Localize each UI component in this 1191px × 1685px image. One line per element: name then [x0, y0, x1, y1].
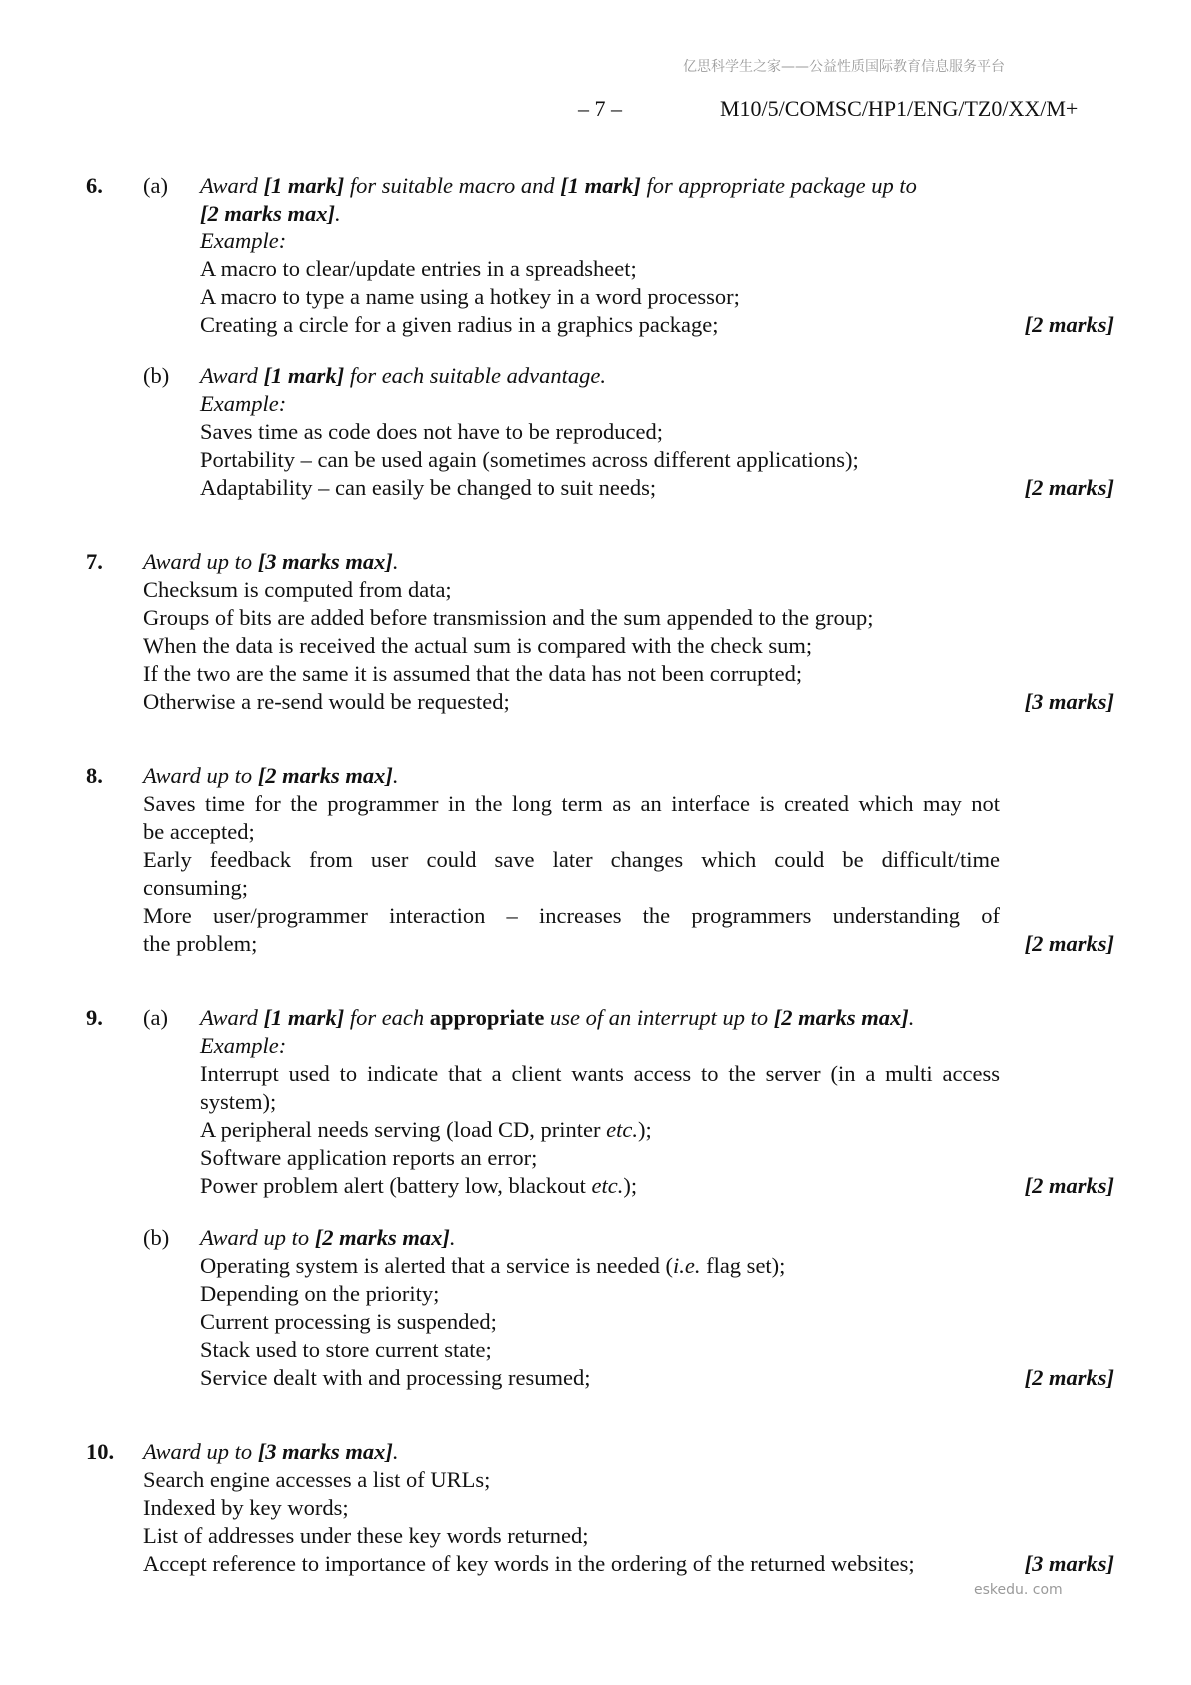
question-9b-line: Stack used to store current state;: [200, 1337, 492, 1362]
question-6-number: 6.: [86, 173, 103, 198]
question-8-number: 8.: [86, 763, 103, 788]
question-7-line: If the two are the same it is assumed that the data has not been corrupted;: [143, 661, 803, 686]
question-9a-line: Interrupt used to indicate that a client wants access to the server (in a multi access: [200, 1061, 1000, 1086]
question-9a-label: (a): [143, 1005, 168, 1030]
question-9b-line: Current processing is suspended;: [200, 1309, 497, 1334]
question-9a-line: system);: [200, 1089, 277, 1114]
question-10-line: Indexed by key words;: [143, 1495, 349, 1520]
question-9-number: 9.: [86, 1005, 103, 1030]
watermark-bottom: eskedu. com: [974, 1582, 1063, 1598]
question-7-marks: [3 marks]: [1024, 689, 1114, 714]
question-6a-marks: [2 marks]: [1024, 312, 1114, 337]
question-9b-line: Service dealt with and processing resumed;: [200, 1365, 591, 1390]
question-6a-line: Creating a circle for a given radius in a graphics package;: [200, 312, 719, 337]
question-6b-marks: [2 marks]: [1024, 475, 1114, 500]
question-7-line: Otherwise a re-send would be requested;: [143, 689, 510, 714]
question-7-number: 7.: [86, 549, 103, 574]
question-6b-label: (b): [143, 363, 170, 388]
question-8-line: be accepted;: [143, 819, 255, 844]
question-9a-line: A peripheral needs serving (load CD, printer etc.);: [200, 1117, 652, 1142]
question-6a-example-label: Example:: [200, 228, 287, 253]
question-7-award: Award up to [3 marks max].: [143, 549, 399, 574]
question-7-line: Groups of bits are added before transmission and the sum appended to the group;: [143, 605, 874, 630]
document-code: M10/5/COMSC/HP1/ENG/TZ0/XX/M+: [720, 96, 1079, 121]
watermark-top: 亿思科学生之家——公益性质国际教育信息服务平台: [683, 59, 1005, 75]
question-10-marks: [3 marks]: [1024, 1551, 1114, 1576]
question-9a-award: Award [1 mark] for each appropriate use of an interrupt up to [2 marks max].: [200, 1005, 915, 1030]
question-9b-award: Award up to [2 marks max].: [200, 1225, 456, 1250]
question-10-line: List of addresses under these key words returned;: [143, 1523, 589, 1548]
question-6b-example-label: Example:: [200, 391, 287, 416]
question-8-line: Early feedback from user could save later changes which could be difficult/time: [143, 847, 1000, 872]
question-6b-line: Adaptability – can easily be changed to suit needs;: [200, 475, 657, 500]
question-8-award: Award up to [2 marks max].: [143, 763, 399, 788]
question-6b-line: Saves time as code does not have to be reproduced;: [200, 419, 663, 444]
question-8-marks: [2 marks]: [1024, 931, 1114, 956]
question-6a-award: Award [1 mark] for suitable macro and [1 mark] for appropriate package up to: [200, 173, 917, 198]
question-7-line: Checksum is computed from data;: [143, 577, 452, 602]
question-9a-marks: [2 marks]: [1024, 1173, 1114, 1198]
question-9a-example-label: Example:: [200, 1033, 287, 1058]
question-9b-label: (b): [143, 1225, 170, 1250]
question-10-line: Accept reference to importance of key words in the ordering of the returned websites;: [143, 1551, 915, 1576]
question-6a-line: A macro to clear/update entries in a spreadsheet;: [200, 256, 637, 281]
question-10-number: 10.: [86, 1439, 115, 1464]
question-7-line: When the data is received the actual sum is compared with the check sum;: [143, 633, 813, 658]
question-10-award: Award up to [3 marks max].: [143, 1439, 399, 1464]
question-10-line: Search engine accesses a list of URLs;: [143, 1467, 491, 1492]
question-6a-line: A macro to type a name using a hotkey in a word processor;: [200, 284, 740, 309]
question-6a-label: (a): [143, 173, 168, 198]
page-number: – 7 –: [578, 96, 622, 121]
question-6b-award: Award [1 mark] for each suitable advantage.: [200, 363, 607, 388]
question-8-line: consuming;: [143, 875, 248, 900]
question-9b-line: Operating system is alerted that a service is needed (i.e. flag set);: [200, 1253, 786, 1278]
question-8-line: More user/programmer interaction – increases the programmers understanding of: [143, 903, 1000, 928]
question-6b-line: Portability – can be used again (sometimes across different applications);: [200, 447, 859, 472]
question-9a-line: Power problem alert (battery low, blackout etc.);: [200, 1173, 638, 1198]
question-8-line: the problem;: [143, 931, 258, 956]
question-8-line: Saves time for the programmer in the long term as an interface is created which may not: [143, 791, 1000, 816]
question-9b-line: Depending on the priority;: [200, 1281, 440, 1306]
question-6a-award-cont: [2 marks max].: [200, 201, 341, 226]
question-9b-marks: [2 marks]: [1024, 1365, 1114, 1390]
question-9a-line: Software application reports an error;: [200, 1145, 538, 1170]
